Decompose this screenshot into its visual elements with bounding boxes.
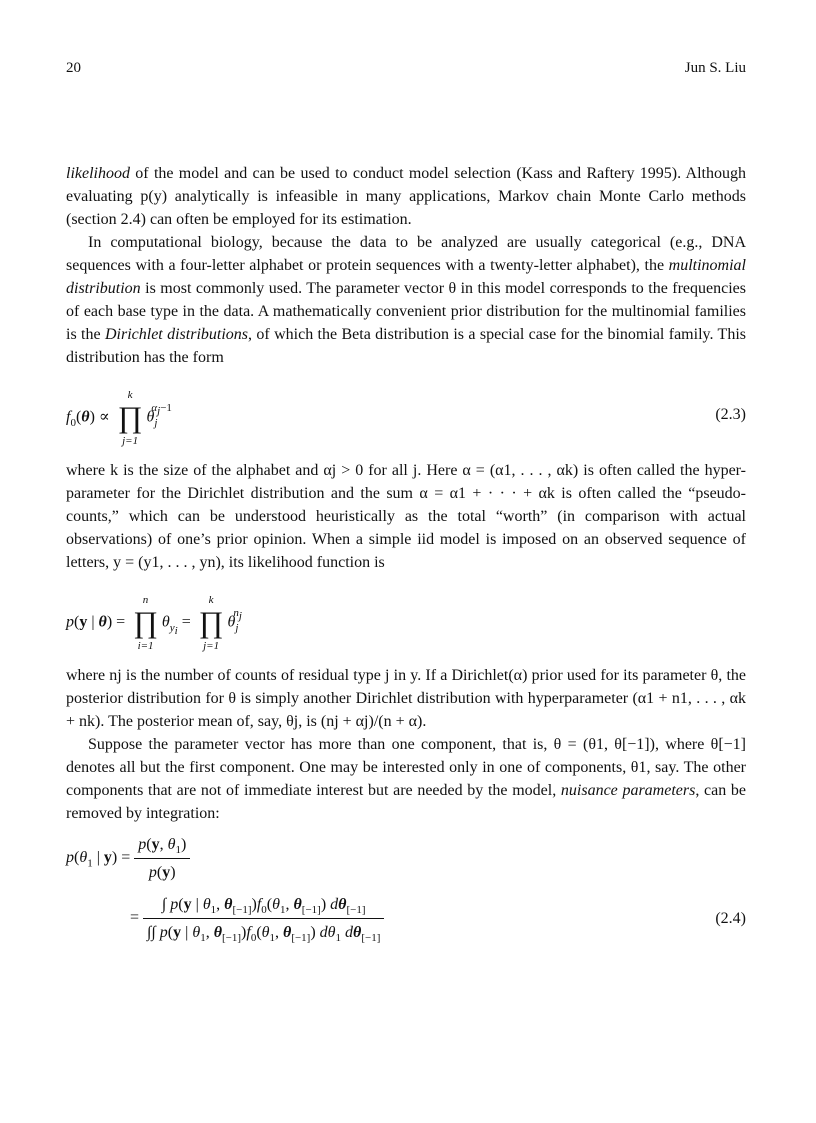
paragraph-5 (66, 733, 746, 825)
paragraph-2 (66, 231, 746, 369)
equation-2-4-line-1: $p(\theta_1$ | y) = $\frac{p(y, \theta_1)}{p(y)}$ (66, 833, 190, 884)
term-nuisance-parameters: nuisance parameters (560, 782, 696, 799)
paragraph-3: where k is the size of the alphabet and αj > 0 for all j. Here α = (α1, . . . , αk) is often called the hyper-parameter for the Dirichlet distribution and the sum α = α1 + · · · + αk is often called the “pseudo-counts,” which can be understood heuristically as the total “worth” (in comparison with actual observations) of one’s prior opinion. When a simple iid model is imposed on an observed sequence of letters, y = (y1, . . . , yn), its likelihood function is (66, 462, 746, 571)
page-number: 20 (66, 60, 81, 76)
paragraph-5-part-a: Suppose the parameter vector has more than one component, that is, θ = (θ1, θ[−1]), where θ[−1] denotes all but the first component. One may be interested only in one of components, θ1, say. The other components that are not of immediate interest but are needed by the model, (66, 736, 746, 799)
equation-2-3-number: (2.3) (715, 406, 746, 423)
page-body (66, 162, 746, 951)
equation-2-4 (66, 833, 746, 951)
paragraph-2-part-a: In computational biology, because the data to be analyzed are usually categorical (e.g., DNA sequences with a four-letter alphabet or protein sequences with a twenty-letter alphabet), the (66, 234, 746, 274)
equation-2-4-line-2: = $\frac{\int p(y | \theta_1, \theta_{[-1]})f_0(\theta_1, \theta_{[-1]}) d\theta_{[-1]}}{\int\int p(y | \theta_1, \theta_{[-1]})f_0(\theta_1, \theta_{[-1]}) d\theta_1 d\theta_{[-1]}}$ (130, 893, 384, 944)
equation-2-3 (66, 379, 746, 451)
equation-2-3-body: $f_0(\theta)$ ∝ k ∏ j=1 $\theta_j^{\alpha_j-1}$ (66, 389, 172, 447)
paragraph-1 (66, 162, 746, 231)
term-likelihood: likelihood (66, 165, 130, 182)
term-dirichlet: Dirichlet distributions (104, 326, 249, 343)
paragraph-2-part-c: , of which the Beta distribution is a special case for the binomial family. This distribution has the form (66, 326, 747, 366)
paragraph-1-text: of the model and can be used to conduct model selection (Kass and Raftery 1995). Although evaluating p(y) analytically is infeasible in many applications, Markov chain Monte Carlo methods (section 2.4) can often be employed for its estimation. (66, 165, 746, 228)
running-head-author: Jun S. Liu (684, 60, 746, 76)
equation-2-4-number: (2.4) (715, 910, 746, 927)
paragraph-4: where nj is the number of counts of residual type j in y. If a Dirichlet(α) prior used for its parameter θ, the posterior distribution for θ is simply another Dirichlet distribution with hyperparameter (α1 + n1, . . . , αk + nk). The posterior mean of, say, θj, is (nj + αj)/(n + α). (66, 667, 747, 730)
likelihood-equation (66, 584, 746, 656)
term-multinomial: multinomial distribution (66, 257, 746, 297)
likelihood-equation-body: p(y | θ) = n ∏ i=1 $\theta_{y_i}$ = k ∏ j=1 $\theta_j^{n_j}$ (66, 594, 242, 652)
paragraph-5-part-b: , can be removed by integration: (66, 782, 746, 822)
paragraph-2-part-b: is most commonly used. The parameter vector θ in this model corresponds to the frequencies of each base type in the data. A mathematically convenient prior distribution for the multinomial families is the (66, 280, 746, 343)
